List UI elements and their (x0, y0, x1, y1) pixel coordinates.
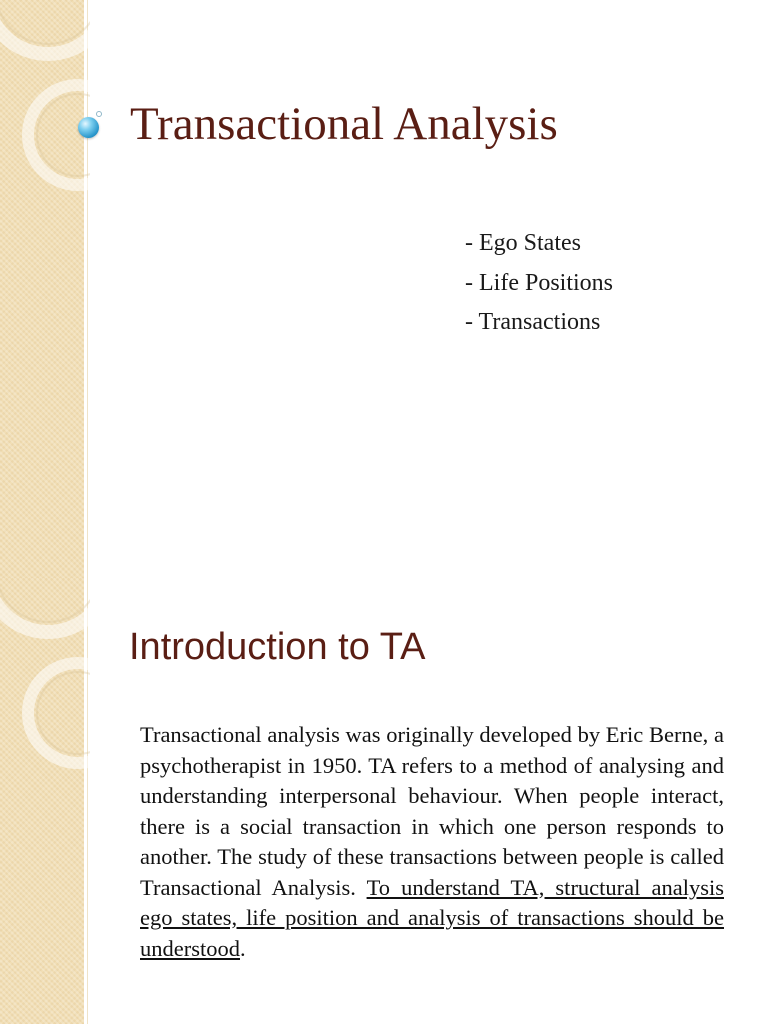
intro-heading: Introduction to TA (129, 626, 426, 668)
intro-paragraph-text: Transactional analysis was originally developed by Eric Berne, a psychotherapist in 1950. TA refers to a method of analysing and understanding interpersonal behaviour. When people interact, there is a social transaction in which one person responds to another. The study of these transactions between people is called Transactional Analysis. (140, 722, 724, 900)
topic-list (465, 224, 613, 343)
slide-title: Transactional Analysis (130, 98, 558, 150)
intro-paragraph-end: . (240, 935, 246, 961)
topic-item-ego-states: - Ego States (465, 230, 581, 256)
title-bullet-ring-icon (96, 111, 102, 117)
topic-item-life-positions: - Life Positions (465, 269, 613, 296)
title-bullet-icon (78, 117, 99, 138)
intro-paragraph (140, 720, 724, 964)
intro-slide (0, 578, 768, 1024)
topic-item-transactions: - Transactions (465, 309, 601, 335)
intro-paragraph-underlined: To understand TA, structural analysis ego states, life position and analysis of transactions should be understood (140, 874, 724, 961)
